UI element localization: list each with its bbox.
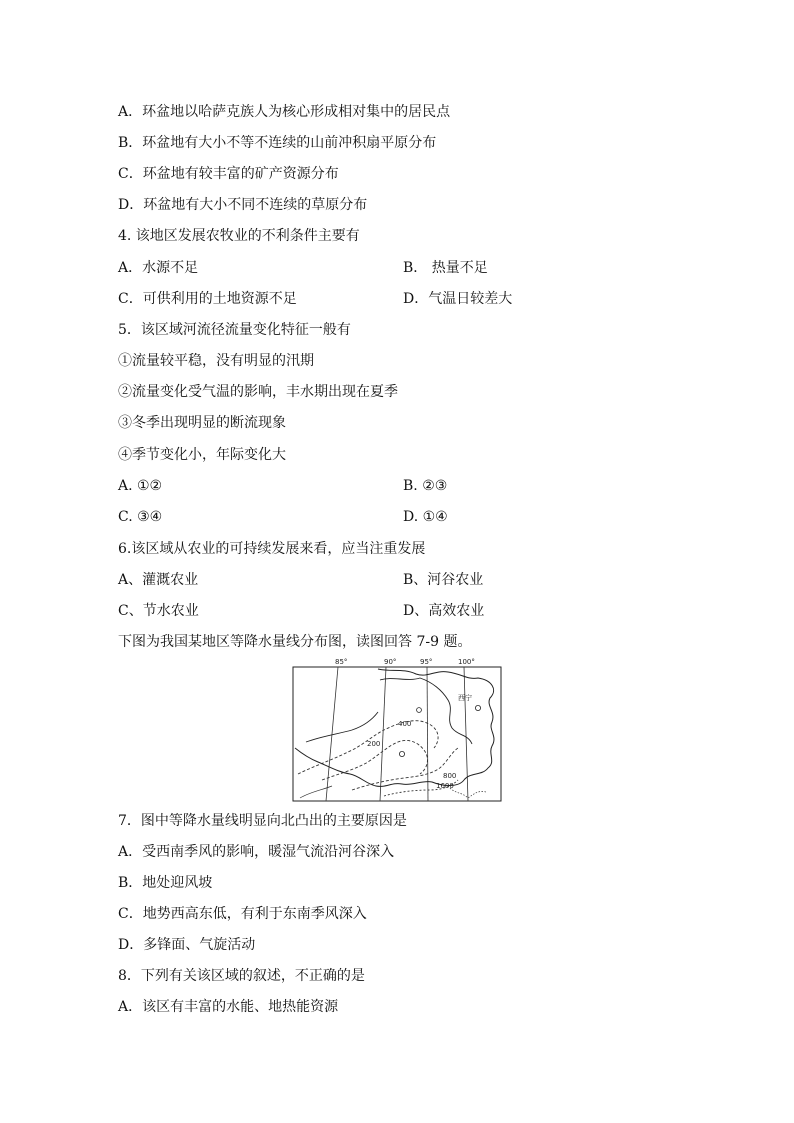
lon-label-90: 90°: [384, 658, 397, 666]
inner-basin-boundary: [380, 678, 472, 744]
q5-option-a: A. ①②: [118, 478, 163, 494]
map-frame: [293, 667, 501, 801]
q8-option-a: A．该区有丰富的水能、地热能资源: [118, 999, 339, 1015]
q5-item-2: ②流量变化受气温的影响，丰水期出现在夏季: [118, 384, 398, 400]
isohyet-label-400: 400: [398, 720, 412, 728]
q3-option-c: C．环盆地有较丰富的矿产资源分布: [118, 166, 339, 182]
meridian-95: [427, 667, 428, 801]
q5-option-c: C. ③④: [118, 509, 163, 525]
q6-option-a: A、灌溉农业: [118, 572, 199, 588]
q5-item-3: ③冬季出现明显的断流现象: [118, 415, 286, 431]
q7-stem: 7．图中等降水量线明显向北凸出的主要原因是: [118, 813, 407, 829]
q6-option-b: B、河谷农业: [403, 572, 484, 588]
meridian-90: [380, 667, 386, 801]
q4-option-c: C．可供利用的土地资源不足: [118, 291, 297, 307]
meridian-100: [464, 667, 468, 801]
city-label-xining: 西宁: [458, 694, 472, 702]
lon-label-100: 100°: [458, 658, 475, 666]
lon-label-85: 85°: [335, 658, 348, 666]
q5-item-1: ①流量较平稳，没有明显的汛期: [118, 353, 314, 369]
southern-boundary: [306, 712, 378, 742]
q3-option-b: B．环盆地有大小不等不连续的山前冲积扇平原分布: [118, 135, 437, 151]
q3-option-d: D．环盆地有大小不同不连续的草原分布: [118, 197, 368, 213]
isohyet-label-200: 200: [367, 740, 381, 748]
q3-option-a: A．环盆地以哈萨克族人为核心形成相对集中的居民点: [118, 104, 451, 120]
q6-option-c: C、节水农业: [118, 603, 199, 619]
q5-item-4: ④季节变化小，年际变化大: [118, 447, 286, 463]
isohyet-label-1600: 1600: [436, 782, 454, 790]
region-boundary: [295, 669, 494, 786]
q7-option-a: A．受西南季风的影响，暖湿气流沿河谷深入: [118, 844, 395, 860]
place-marker: [417, 708, 422, 713]
q5-option-b: B. ②③: [403, 478, 448, 494]
map-intro: 下图为我国某地区等降水量线分布图，读图回答 7-9 题。: [118, 634, 472, 650]
isohyet-label-800: 800: [443, 772, 457, 780]
q5-stem: 5．该区域河流径流量变化特征一般有: [118, 322, 351, 338]
isohyet-map: [292, 656, 502, 802]
q4-option-b: B． 热量不足: [403, 260, 488, 276]
q7-option-d: D．多锋面、气旋活动: [118, 937, 256, 953]
q4-stem: 4. 该地区发展农牧业的不利条件主要有: [118, 228, 360, 244]
q4-option-d: D．气温日较差大: [403, 291, 513, 307]
place-marker: [399, 751, 404, 756]
q7-option-b: B．地处迎风坡: [118, 875, 213, 891]
q5-option-d: D. ①④: [403, 509, 448, 525]
xining-marker: [475, 705, 480, 710]
q8-stem: 8．下列有关该区域的叙述，不正确的是: [118, 968, 365, 984]
q6-option-d: D、高效农业: [403, 603, 485, 619]
q6-stem: 6.该区域从农业的可持续发展来看，应当注重发展: [118, 541, 426, 557]
q4-option-a: A．水源不足: [118, 260, 199, 276]
q7-option-c: C．地势西高东低，有利于东南季风深入: [118, 906, 367, 922]
lon-label-95: 95°: [420, 658, 433, 666]
